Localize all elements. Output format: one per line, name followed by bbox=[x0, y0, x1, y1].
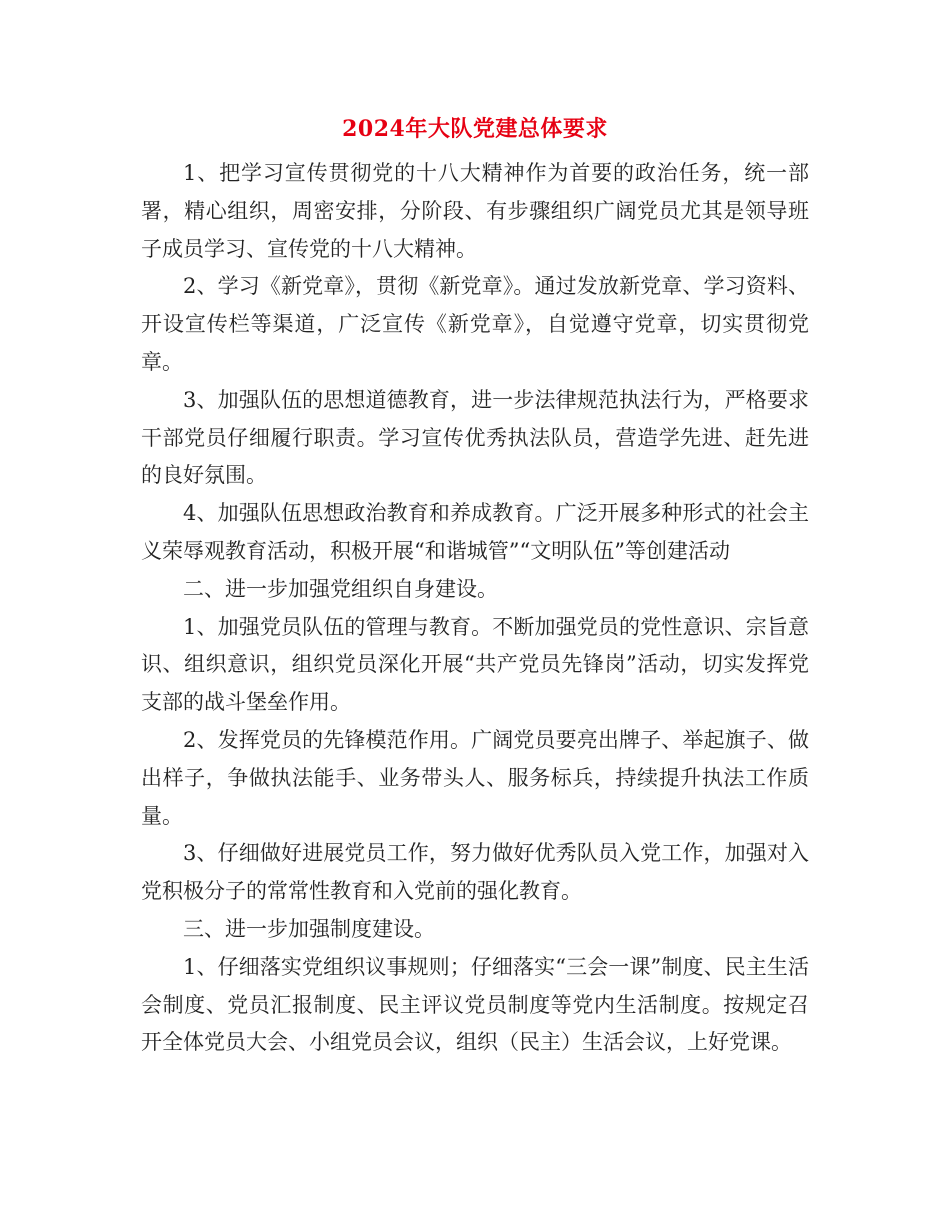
paragraph: 2、学习《新党章》，贯彻《新党章》。通过发放新党章、学习资料、开设宣传栏等渠道，广泛宣传《新党章》，自觉遵守党章，切实贯彻党章。 bbox=[141, 274, 809, 374]
paragraph: 4、加强队伍思想政治教育和养成教育。广泛开展多种形式的社会主义荣辱观教育活动，积极开展“和谐城管”“文明队伍”等创建活动 bbox=[141, 501, 809, 563]
paragraph: 1、仔细落实党组织议事规则；仔细落实“三会一课”制度、民主生活会制度、党员汇报制度、民主评议党员制度等党内生活制度。按规定召开全体党员大会、小组党员会议，组织（民主）生活会议，上好党课。 bbox=[141, 954, 809, 1055]
document-title: 2024年大队党建总体要求 bbox=[342, 116, 608, 142]
paragraph: 1、加强党员队伍的管理与教育。不断加强党员的党性意识、宗旨意识、组织意识，组织党员深化开展“共产党员先锋岗”活动，切实发挥党支部的战斗堡垒作用。 bbox=[141, 614, 809, 715]
paragraph: 1、把学习宣传贯彻党的十八大精神作为首要的政治任务，统一部署，精心组织，周密安排，分阶段、有步骤组织广阔党员尤其是领导班子成员学习、宣传党的十八大精神。 bbox=[141, 161, 809, 261]
paragraph: 2、发挥党员的先锋模范作用。广阔党员要亮出牌子、举起旗子、做出样子，争做执法能手、业务带头人、服务标兵，持续提升执法工作质量。 bbox=[141, 727, 809, 828]
paragraph: 3、加强队伍的思想道德教育，进一步法律规范执法行为，严格要求干部党员仔细履行职责。学习宣传优秀执法队员，营造学先进、赶先进的良好氛围。 bbox=[141, 387, 809, 488]
section-heading: 二、进一步加强党组织自身建设。 bbox=[183, 576, 498, 601]
paragraph: 3、仔细做好进展党员工作，努力做好优秀队员入党工作，加强对入党积极分子的常常性教育和入党前的强化教育。 bbox=[141, 841, 809, 904]
section-heading: 三、进一步加强制度建设。 bbox=[183, 916, 435, 941]
document-body bbox=[141, 155, 809, 1062]
